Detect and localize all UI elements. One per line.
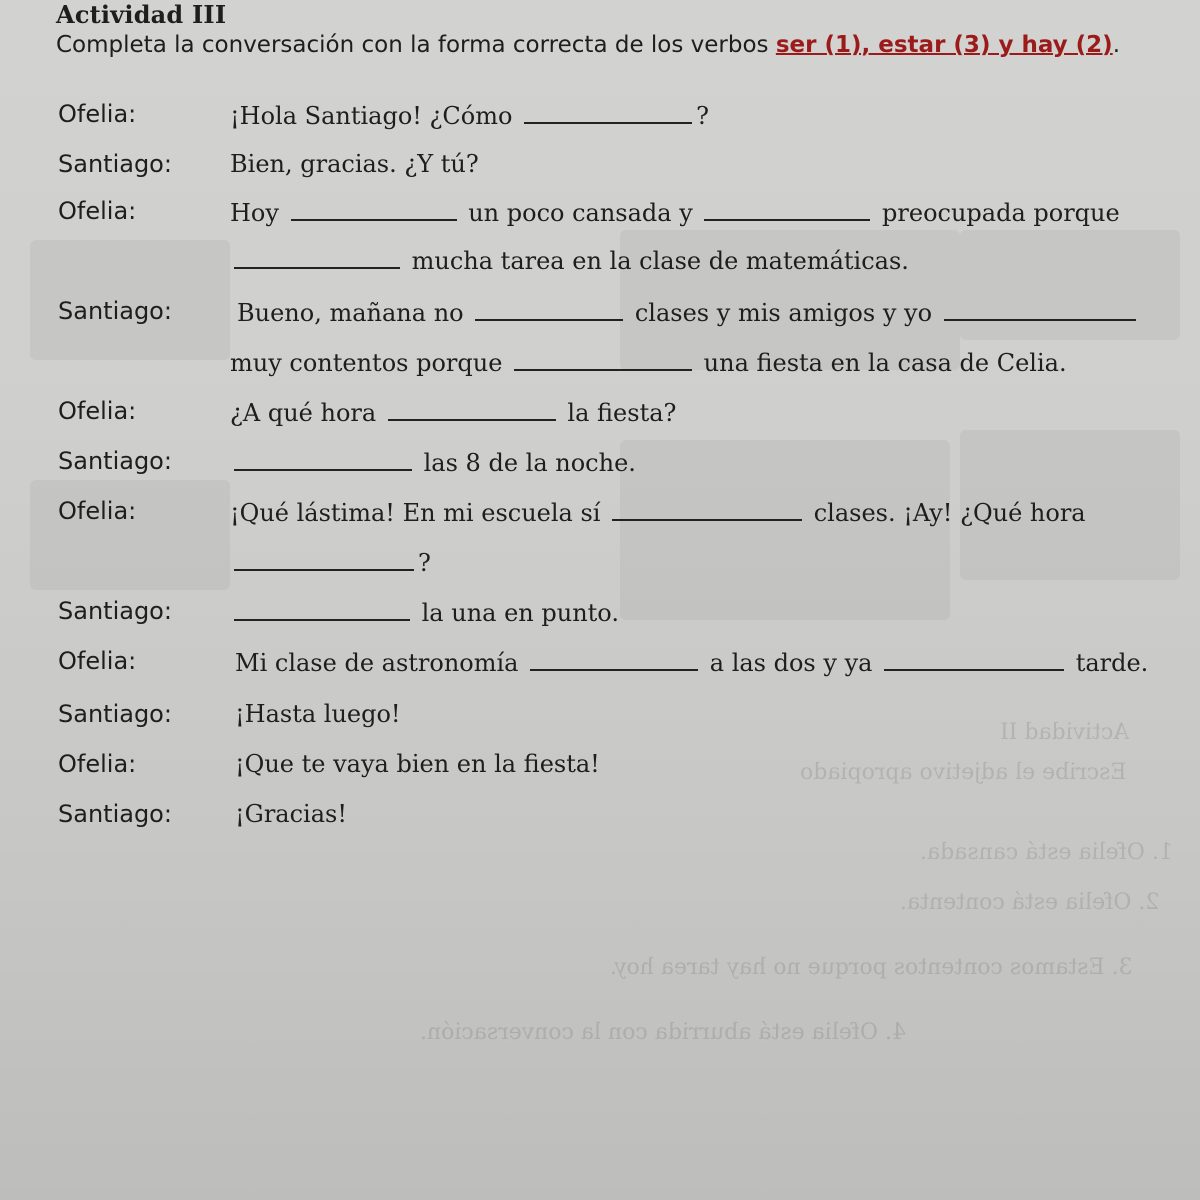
- speaker-label: Santiago:: [58, 800, 172, 828]
- speaker-label: Ofelia:: [58, 197, 137, 225]
- answer-blank[interactable]: [475, 297, 623, 321]
- dialogue-line: [230, 597, 619, 627]
- speaker-label: Santiago:: [58, 150, 172, 178]
- bleed-through-text: Escribe el adjetivo apropiado: [800, 760, 1127, 785]
- dialogue-text: ¡Gracias!: [235, 800, 347, 828]
- dialogue-line: [230, 347, 1067, 377]
- dialogue-line: [230, 245, 909, 275]
- bleed-through-text: 4. Ofelia está aburrida con la conversación.: [420, 1020, 906, 1045]
- bleed-through-text: 3. Estamos contentos porque no hay tarea hoy.: [610, 955, 1133, 980]
- dialogue-line: [230, 150, 479, 178]
- dialogue-line: [237, 297, 1140, 327]
- answer-blank[interactable]: [884, 647, 1064, 671]
- dialogue-line: [230, 100, 709, 130]
- speaker-label: Ofelia:: [58, 647, 137, 675]
- dialogue-text: mucha tarea en la clase de matemáticas.: [404, 247, 909, 275]
- instructions-text: Completa la conversación con la forma correcta de los verbos: [56, 32, 776, 58]
- answer-blank[interactable]: [234, 597, 410, 621]
- dialogue-text: ¡Hasta luego!: [235, 700, 401, 728]
- answer-blank[interactable]: [514, 347, 692, 371]
- instructions: [56, 32, 1176, 58]
- speaker-label: Santiago:: [58, 447, 172, 475]
- dialogue-line: [235, 700, 401, 728]
- dialogue-text: ¡Que te vaya bien en la fiesta!: [235, 750, 600, 778]
- dialogue-line: [235, 647, 1148, 677]
- dialogue-text: ¿A qué hora: [230, 399, 384, 427]
- dialogue-line: [230, 447, 636, 477]
- dialogue-line: [235, 750, 600, 778]
- answer-blank[interactable]: [234, 447, 412, 471]
- answer-blank[interactable]: [234, 547, 414, 571]
- speaker-label: Santiago:: [58, 597, 172, 625]
- dialogue-text: preocupada porque: [874, 199, 1120, 227]
- answer-blank[interactable]: [530, 647, 698, 671]
- speaker-label: Ofelia:: [58, 100, 137, 128]
- dialogue-text: tarde.: [1068, 649, 1149, 677]
- bleed-through-text: Actividad II: [1000, 720, 1130, 745]
- speaker-label: Ofelia:: [58, 397, 137, 425]
- dialogue-text: la fiesta?: [559, 399, 677, 427]
- dialogue-text: ¡Qué lástima! En mi escuela sí: [230, 499, 609, 527]
- dialogue-text: a las dos y ya: [702, 649, 881, 677]
- speaker-label: Santiago:: [58, 700, 172, 728]
- dialogue-text: las 8 de la noche.: [416, 449, 636, 477]
- dialogue-text: una fiesta en la casa de Celia.: [696, 349, 1067, 377]
- dialogue-text: Mi clase de astronomía: [235, 649, 527, 677]
- dialogue-text: la una en punto.: [414, 599, 619, 627]
- dialogue-line: [230, 497, 1086, 527]
- dialogue-text: Hoy: [230, 199, 287, 227]
- bleed-through-text: 2. Ofelia está contenta.: [900, 890, 1160, 915]
- bleed-through-text: 1. Ofelia está cansada.: [920, 840, 1173, 865]
- answer-blank[interactable]: [291, 197, 457, 221]
- answer-blank[interactable]: [234, 245, 400, 269]
- dialogue-text: clases y mis amigos y yo: [627, 299, 940, 327]
- dialogue-text: ?: [418, 549, 431, 577]
- dialogue-text: clases. ¡Ay! ¿Qué hora: [806, 499, 1086, 527]
- dialogue-text: ?: [696, 102, 709, 130]
- speaker-label: Ofelia:: [58, 497, 137, 525]
- bleed-through-box: [620, 440, 950, 620]
- answer-blank[interactable]: [612, 497, 802, 521]
- dialogue-text: muy contentos porque: [230, 349, 511, 377]
- answer-blank[interactable]: [388, 397, 556, 421]
- dialogue-line: [230, 547, 431, 577]
- dialogue-line: [230, 397, 676, 427]
- dialogue-line: [235, 800, 347, 828]
- dialogue-text: ¡Hola Santiago! ¿Cómo: [230, 102, 521, 130]
- activity-title: Actividad III: [56, 0, 227, 29]
- answer-blank[interactable]: [944, 297, 1136, 321]
- dialogue-text: un poco cansada y: [460, 199, 701, 227]
- speaker-label: Santiago:: [58, 297, 172, 325]
- answer-blank[interactable]: [524, 100, 692, 124]
- instructions-end: .: [1112, 32, 1120, 58]
- speaker-label: Ofelia:: [58, 750, 137, 778]
- dialogue-text: Bueno, mañana no: [237, 299, 472, 327]
- dialogue-text: Bien, gracias. ¿Y tú?: [230, 150, 479, 178]
- dialogue-line: [230, 197, 1120, 227]
- answer-blank[interactable]: [704, 197, 870, 221]
- verb-list-highlight: ser (1), estar (3) y hay (2): [775, 32, 1113, 58]
